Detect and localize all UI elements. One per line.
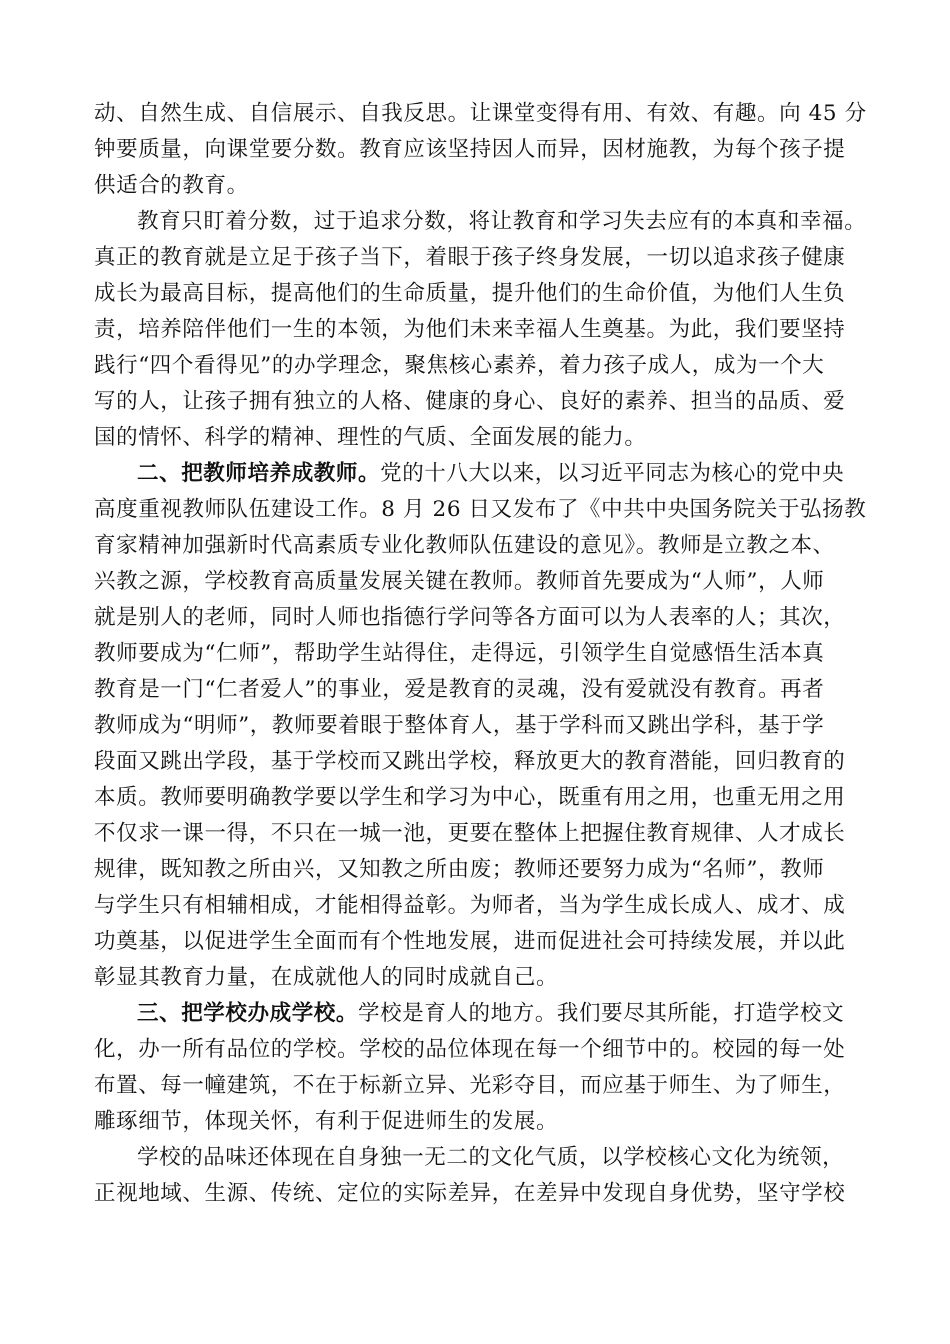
paragraph-line: 教师成为“明师”，教师要着眼于整体育人，基于学科而又跳出学科，基于学 [94,713,825,738]
paragraph-line: 国的情怀、科学的精神、理性的气质、全面发展的能力。 [94,425,647,450]
paragraph-first-line [94,996,866,1032]
paragraph-line: 段面又跳出学段，基于学校而又跳出学校，释放更大的教育潜能，回归教育的 [94,749,846,774]
paragraph-line: 供适合的教育。 [94,173,249,198]
paragraph-line: 正视地域、生源、传统、定位的实际差异，在差异中发现自身优势，坚守学校 [94,1181,846,1206]
paragraph-2 [94,204,866,456]
paragraph-line: 化，办一所有品位的学校。学校的品位体现在每一个细节中的。校园的每一处 [94,1037,846,1062]
document-body [94,96,866,1212]
paragraph-line: 兴教之源，学校教育高质量发展关键在教师。教师首先要成为“人师”，人师 [94,569,825,594]
paragraph-line: 功奠基，以促进学生全面而有个性地发展，进而促进社会可持续发展，并以此 [94,929,846,954]
paragraph-line: 规律，既知教之所由兴，又知教之所由废；教师还要努力成为“名师”，教师 [94,857,825,882]
paragraph-line: 与学生只有相辅相成，才能相得益彰。为师者，当为学生成长成人、成才、成 [94,893,846,918]
paragraph-line: 雕琢细节，体现关怀，有利于促进师生的发展。 [94,1109,559,1134]
paragraph-line: 教师要成为“仁师”，帮助学生站得住，走得远，引领学生自觉感悟生活本真 [94,641,825,666]
paragraph-line: 写的人，让孩子拥有独立的人格、健康的身心、良好的素养、担当的品质、爱 [94,389,846,414]
paragraph-line: 践行“四个看得见”的办学理念，聚焦核心素养，着力孩子成人，成为一个大 [94,353,825,378]
paragraph-text: 学校是育人的地方。我们要尽其所能，打造学校文 [358,1001,845,1026]
paragraph-line: 教育只盯着分数，过于追求分数，将让教育和学习失去应有的本真和幸福。 [137,209,867,234]
paragraph-3 [94,456,866,996]
paragraph-line: 育家精神加强新时代高素质专业化教师队伍建设的意见》。教师是立教之本、 [94,533,835,558]
paragraph-line: 教育是一门“仁者爱人”的事业，爱是教育的灵魂，没有爱就没有教育。再者 [94,677,825,702]
paragraph-line: 真正的教育就是立足于孩子当下，着眼于孩子终身发展，一切以追求孩子健康 [94,245,846,270]
paragraph-line: 本质。教师要明确教学要以学生和学习为中心，既重有用之用，也重无用之用 [94,785,846,810]
paragraph-1 [94,96,866,204]
paragraph-line: 彰显其教育力量，在成就他人的同时成就自己。 [94,965,559,990]
paragraph-5 [94,1140,866,1212]
paragraph-line: 钟要质量，向课堂要分数。教育应该坚持因人而异，因材施教，为每个孩子提 [94,137,846,162]
paragraph-line: 布置、每一幢建筑，不在于标新立异、光彩夺目，而应基于师生、为了师生， [94,1073,846,1098]
paragraph-text: 党的十八大以来，以习近平同志为核心的党中央 [380,461,845,486]
paragraph-first-line [94,456,866,492]
paragraph-line: 责，培养陪伴他们一生的本领，为他们未来幸福人生奠基。为此，我们要坚持 [94,317,846,342]
paragraph-line: 动、自然生成、自信展示、自我反思。让课堂变得有用、有效、有趣。向 45 分 [94,101,867,126]
paragraph-4 [94,996,866,1140]
section-heading: 三、把学校办成学校。 [137,1001,359,1026]
section-heading: 二、把教师培养成教师。 [137,461,381,486]
paragraph-line: 成长为最高目标，提高他们的生命质量，提升他们的生命价值，为他们人生负 [94,281,846,306]
paragraph-line: 就是别人的老师，同时人师也指德行学问等各方面可以为人表率的人；其次， [94,605,846,630]
paragraph-line: 不仅求一课一得，不只在一城一池，更要在整体上把握住教育规律、人才成长 [94,821,846,846]
paragraph-line: 高度重视教师队伍建设工作。8 月 26 日又发布了《中共中央国务院关于弘扬教 [94,497,867,522]
paragraph-line: 学校的品味还体现在自身独一无二的文化气质，以学校核心文化为统领， [137,1145,845,1170]
